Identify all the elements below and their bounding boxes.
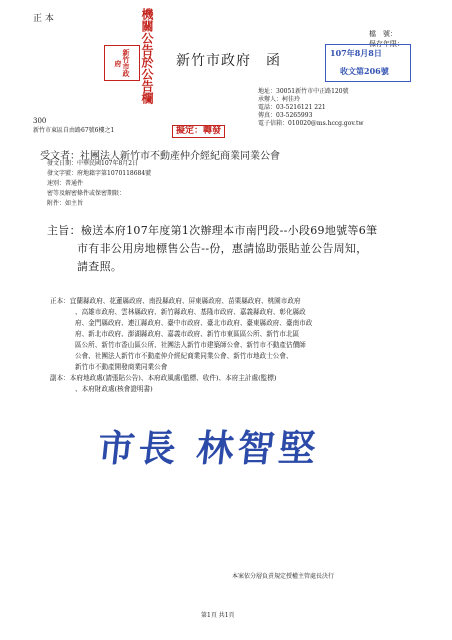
subject: [47, 222, 377, 276]
header-field: 密等及解密條件或保密期限：: [47, 190, 126, 197]
header-field: 速別：普通件: [47, 180, 84, 187]
subject-line: 請查照。: [77, 260, 123, 273]
org-title: 新竹市政府 函: [176, 53, 281, 69]
org-seal: 新竹市政府: [104, 45, 140, 81]
header-field: 附件：如主旨: [47, 200, 84, 207]
copy-type: 正 本: [33, 14, 54, 24]
subject-line: 市有非公用房地標售公告--份，惠請協助張貼並公告周知，: [77, 242, 368, 255]
bulletin-stamp: 機關公告於公告欄: [140, 8, 154, 104]
recipient-zip: 300: [33, 117, 47, 125]
recipient: 受文者：社團法人新竹市不動產仲介經紀商業同業公會: [40, 151, 280, 162]
addr-line: 地址：30051新竹市中正路120號: [258, 88, 349, 95]
distribution-line: 、本府財政處(核會證明書): [75, 385, 153, 393]
address-block: [258, 88, 364, 128]
preserve-label: 保存年限：: [369, 40, 404, 48]
distribution-line: 、高雄市政府、雲林縣政府、新竹縣政府、基隆市政府、嘉義縣政府、彰化縣政: [75, 308, 306, 316]
distribution-line: 新竹市不動產開發商業同業公會: [75, 363, 168, 371]
distribution-line: 府、金門縣政府、連江縣政府、臺中市政府、臺北市政府、臺東縣政府、臺南市政: [75, 319, 313, 327]
distribution-line: 區公所、新竹市香山區公所、社團法人新竹市建築師公會、新竹市不動產估價師: [75, 341, 306, 349]
delegation-note: 本案依分層負責規定授權主管處長決行: [232, 573, 335, 580]
distribution-line: 副本：本府地政處(請張貼公告)、本府政風處(監標、收件)、本府主計處(監標): [50, 374, 277, 382]
header-field: 發文日期：中華民國107年8月2日: [47, 160, 139, 167]
distribution-line: 公會、社團法人新竹市不動產仲介經紀商業同業公會、新竹市地政士公會、: [75, 352, 293, 360]
receipt-date: 107年8月8日: [330, 48, 382, 58]
distribution-line: 府、新北市政府、澎湖縣政府、嘉義市政府、新竹市東區區公所、新竹市北區: [75, 330, 300, 338]
distribution-line: 正本：宜蘭縣政府、花蓮縣政府、南投縣政府、屏東縣政府、苗栗縣政府、桃園市政府: [50, 297, 301, 305]
subject-line: 主旨：檢送本府107年度第1次辦理本市南門段--小段69地號等6筆: [47, 224, 378, 237]
draft-stamp: 擬定：轉發: [172, 125, 225, 138]
recipient-address: 新竹市東區自由路67號6樓之1: [33, 127, 115, 134]
page-footer: 第1頁 共1頁: [201, 612, 235, 619]
distribution-list: [50, 296, 420, 395]
receipt-stamp: [325, 44, 411, 82]
header-field: 發文字號：府地籍字第1070118684號: [47, 170, 152, 177]
addr-line: 傳真：03-5265993: [258, 112, 313, 119]
file-no-label: 檔 號：: [369, 30, 397, 38]
addr-line: 電話：03-5216121 221: [258, 104, 326, 111]
addr-line: 承辦人：柯佳玲: [258, 96, 301, 103]
addr-line: 電子信箱：010020@ms.hccg.gov.tw: [258, 120, 364, 127]
header-fields: [47, 159, 151, 209]
receipt-number: 收文第206號: [340, 66, 389, 76]
mayor-signature: 市長 林智堅: [95, 426, 322, 470]
